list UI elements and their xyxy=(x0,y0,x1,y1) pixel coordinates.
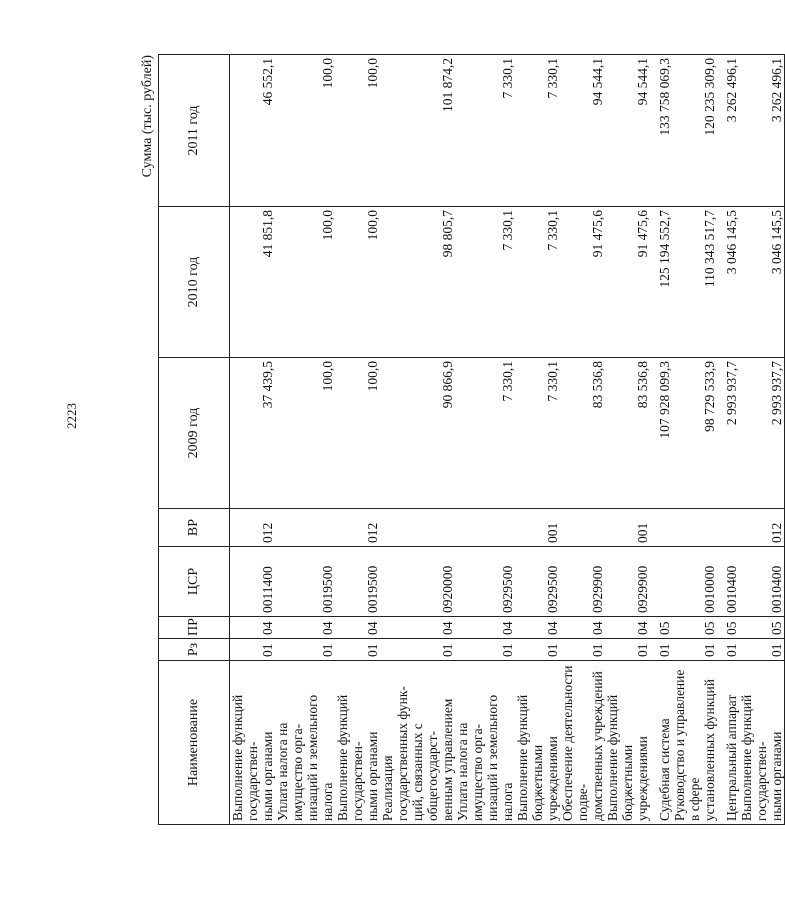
rotated-table-area xyxy=(140,55,784,825)
row-name: Выполнение функций государствен- ными органами xyxy=(230,661,276,825)
row-rz: 01 xyxy=(605,639,650,661)
row-rz: 01 xyxy=(380,639,455,661)
row-rz: 01 xyxy=(335,639,380,661)
row-value-2010: 91 475,6 xyxy=(605,207,650,358)
row-value-2011: 7 330,1 xyxy=(515,55,560,207)
row-name: Уплата налога на имущество орга- низаций и земельного налога xyxy=(275,661,335,825)
row-vr: 001 xyxy=(515,509,560,547)
row-value-2011: 94 544,1 xyxy=(560,55,605,207)
row-value-2011: 3 262 496,1 xyxy=(717,55,739,207)
row-csr: 0929900 xyxy=(560,547,605,617)
row-pr: 05 xyxy=(650,617,672,639)
row-name: Выполнение функций государствен- ными органами xyxy=(739,661,785,825)
header-name: Наименование xyxy=(159,661,230,825)
row-rz: 01 xyxy=(275,639,335,661)
row-value-2010: 3 046 145,5 xyxy=(739,207,785,358)
row-pr: 04 xyxy=(560,617,605,639)
row-pr: 04 xyxy=(605,617,650,639)
budget-table xyxy=(158,54,785,825)
row-name: Судебная система xyxy=(650,661,672,825)
row-csr: 0019500 xyxy=(275,547,335,617)
row-value-2009: 7 330,1 xyxy=(455,358,515,509)
header-2009: 2009 год xyxy=(159,358,230,509)
row-name: Руководство и управление в сфере установленных функций xyxy=(672,661,717,825)
header-pr: ПР xyxy=(159,617,230,639)
row-pr: 04 xyxy=(515,617,560,639)
row-value-2009: 98 729 533,9 xyxy=(672,358,717,509)
row-value-2010: 100,0 xyxy=(275,207,335,358)
row-value-2010: 100,0 xyxy=(335,207,380,358)
row-value-2011: 101 874,2 xyxy=(380,55,455,207)
row-rz: 01 xyxy=(672,639,717,661)
row-value-2011: 133 758 069,3 xyxy=(650,55,672,207)
row-csr: 0929900 xyxy=(605,547,650,617)
row-csr xyxy=(650,547,672,617)
row-rz: 01 xyxy=(717,639,739,661)
row-value-2011: 3 262 496,1 xyxy=(739,55,785,207)
header-2011: 2011 год xyxy=(159,55,230,207)
row-pr: 04 xyxy=(455,617,515,639)
table-row xyxy=(515,55,560,825)
row-name: Выполнение функций бюджетными учреждениями xyxy=(605,661,650,825)
row-rz: 01 xyxy=(230,639,276,661)
row-csr: 0929500 xyxy=(455,547,515,617)
row-vr xyxy=(455,509,515,547)
row-pr: 05 xyxy=(739,617,785,639)
row-csr: 0010400 xyxy=(739,547,785,617)
table-row xyxy=(455,55,515,825)
row-csr: 0011400 xyxy=(230,547,276,617)
row-csr: 0920000 xyxy=(380,547,455,617)
table-row xyxy=(560,55,605,825)
row-name: Выполнение функций государствен- ными органами xyxy=(335,661,380,825)
row-vr xyxy=(717,509,739,547)
row-value-2010: 98 805,7 xyxy=(380,207,455,358)
row-vr xyxy=(560,509,605,547)
row-csr: 0019500 xyxy=(335,547,380,617)
table-row xyxy=(672,55,717,825)
row-value-2009: 83 536,8 xyxy=(605,358,650,509)
header-csr: ЦСР xyxy=(159,547,230,617)
row-value-2011: 7 330,1 xyxy=(455,55,515,207)
row-vr: 012 xyxy=(230,509,276,547)
row-name: Обеспечение деятельности подве- домственных учреждений xyxy=(560,661,605,825)
row-pr: 04 xyxy=(335,617,380,639)
units-caption: Сумма (тыс. рублей) xyxy=(140,55,155,178)
row-value-2010: 41 851,8 xyxy=(230,207,276,358)
row-pr: 05 xyxy=(672,617,717,639)
table-row xyxy=(380,55,455,825)
row-vr xyxy=(650,509,672,547)
row-value-2009: 90 866,9 xyxy=(380,358,455,509)
row-vr: 001 xyxy=(605,509,650,547)
header-rz: Рз xyxy=(159,639,230,661)
table-body xyxy=(230,55,785,825)
row-rz: 01 xyxy=(455,639,515,661)
row-name: Уплата налога на имущество орга- низаций и земельного налога xyxy=(455,661,515,825)
table-row xyxy=(650,55,672,825)
header-2010: 2010 год xyxy=(159,207,230,358)
row-value-2010: 7 330,1 xyxy=(455,207,515,358)
row-pr: 04 xyxy=(230,617,276,639)
table-row xyxy=(605,55,650,825)
row-rz: 01 xyxy=(560,639,605,661)
row-rz: 01 xyxy=(739,639,785,661)
row-rz: 01 xyxy=(515,639,560,661)
page-number: 2223 xyxy=(64,403,79,429)
row-vr: 012 xyxy=(335,509,380,547)
row-value-2011: 100,0 xyxy=(275,55,335,207)
row-value-2011: 120 235 309,0 xyxy=(672,55,717,207)
row-pr: 04 xyxy=(275,617,335,639)
row-name: Выполнение функций бюджетными учреждениями xyxy=(515,661,560,825)
row-value-2011: 100,0 xyxy=(335,55,380,207)
row-value-2009: 37 439,5 xyxy=(230,358,276,509)
table-row xyxy=(230,55,276,825)
table-row xyxy=(275,55,335,825)
row-value-2010: 110 343 517,7 xyxy=(672,207,717,358)
row-value-2009: 100,0 xyxy=(275,358,335,509)
row-csr: 0010400 xyxy=(717,547,739,617)
row-vr xyxy=(380,509,455,547)
row-vr: 012 xyxy=(739,509,785,547)
row-value-2010: 7 330,1 xyxy=(515,207,560,358)
row-pr: 04 xyxy=(380,617,455,639)
row-value-2009: 100,0 xyxy=(335,358,380,509)
row-value-2010: 3 046 145,5 xyxy=(717,207,739,358)
row-csr: 0010000 xyxy=(672,547,717,617)
row-vr xyxy=(275,509,335,547)
row-value-2011: 46 552,1 xyxy=(230,55,276,207)
row-vr xyxy=(672,509,717,547)
row-csr: 0929500 xyxy=(515,547,560,617)
header-row xyxy=(159,55,230,825)
header-vr: ВР xyxy=(159,509,230,547)
row-value-2009: 7 330,1 xyxy=(515,358,560,509)
row-rz: 01 xyxy=(650,639,672,661)
row-value-2009: 2 993 937,7 xyxy=(739,358,785,509)
table-row xyxy=(335,55,380,825)
table-row xyxy=(739,55,785,825)
row-pr: 05 xyxy=(717,617,739,639)
row-value-2010: 91 475,6 xyxy=(560,207,605,358)
row-value-2010: 125 194 552,7 xyxy=(650,207,672,358)
row-value-2011: 94 544,1 xyxy=(605,55,650,207)
table-row xyxy=(717,55,739,825)
row-value-2009: 107 928 099,3 xyxy=(650,358,672,509)
row-value-2009: 83 536,8 xyxy=(560,358,605,509)
row-name: Реализация государственных функ- ций, связанных с общегосударст- венным управлением xyxy=(380,661,455,825)
row-value-2009: 2 993 937,7 xyxy=(717,358,739,509)
row-name: Центральный аппарат xyxy=(717,661,739,825)
